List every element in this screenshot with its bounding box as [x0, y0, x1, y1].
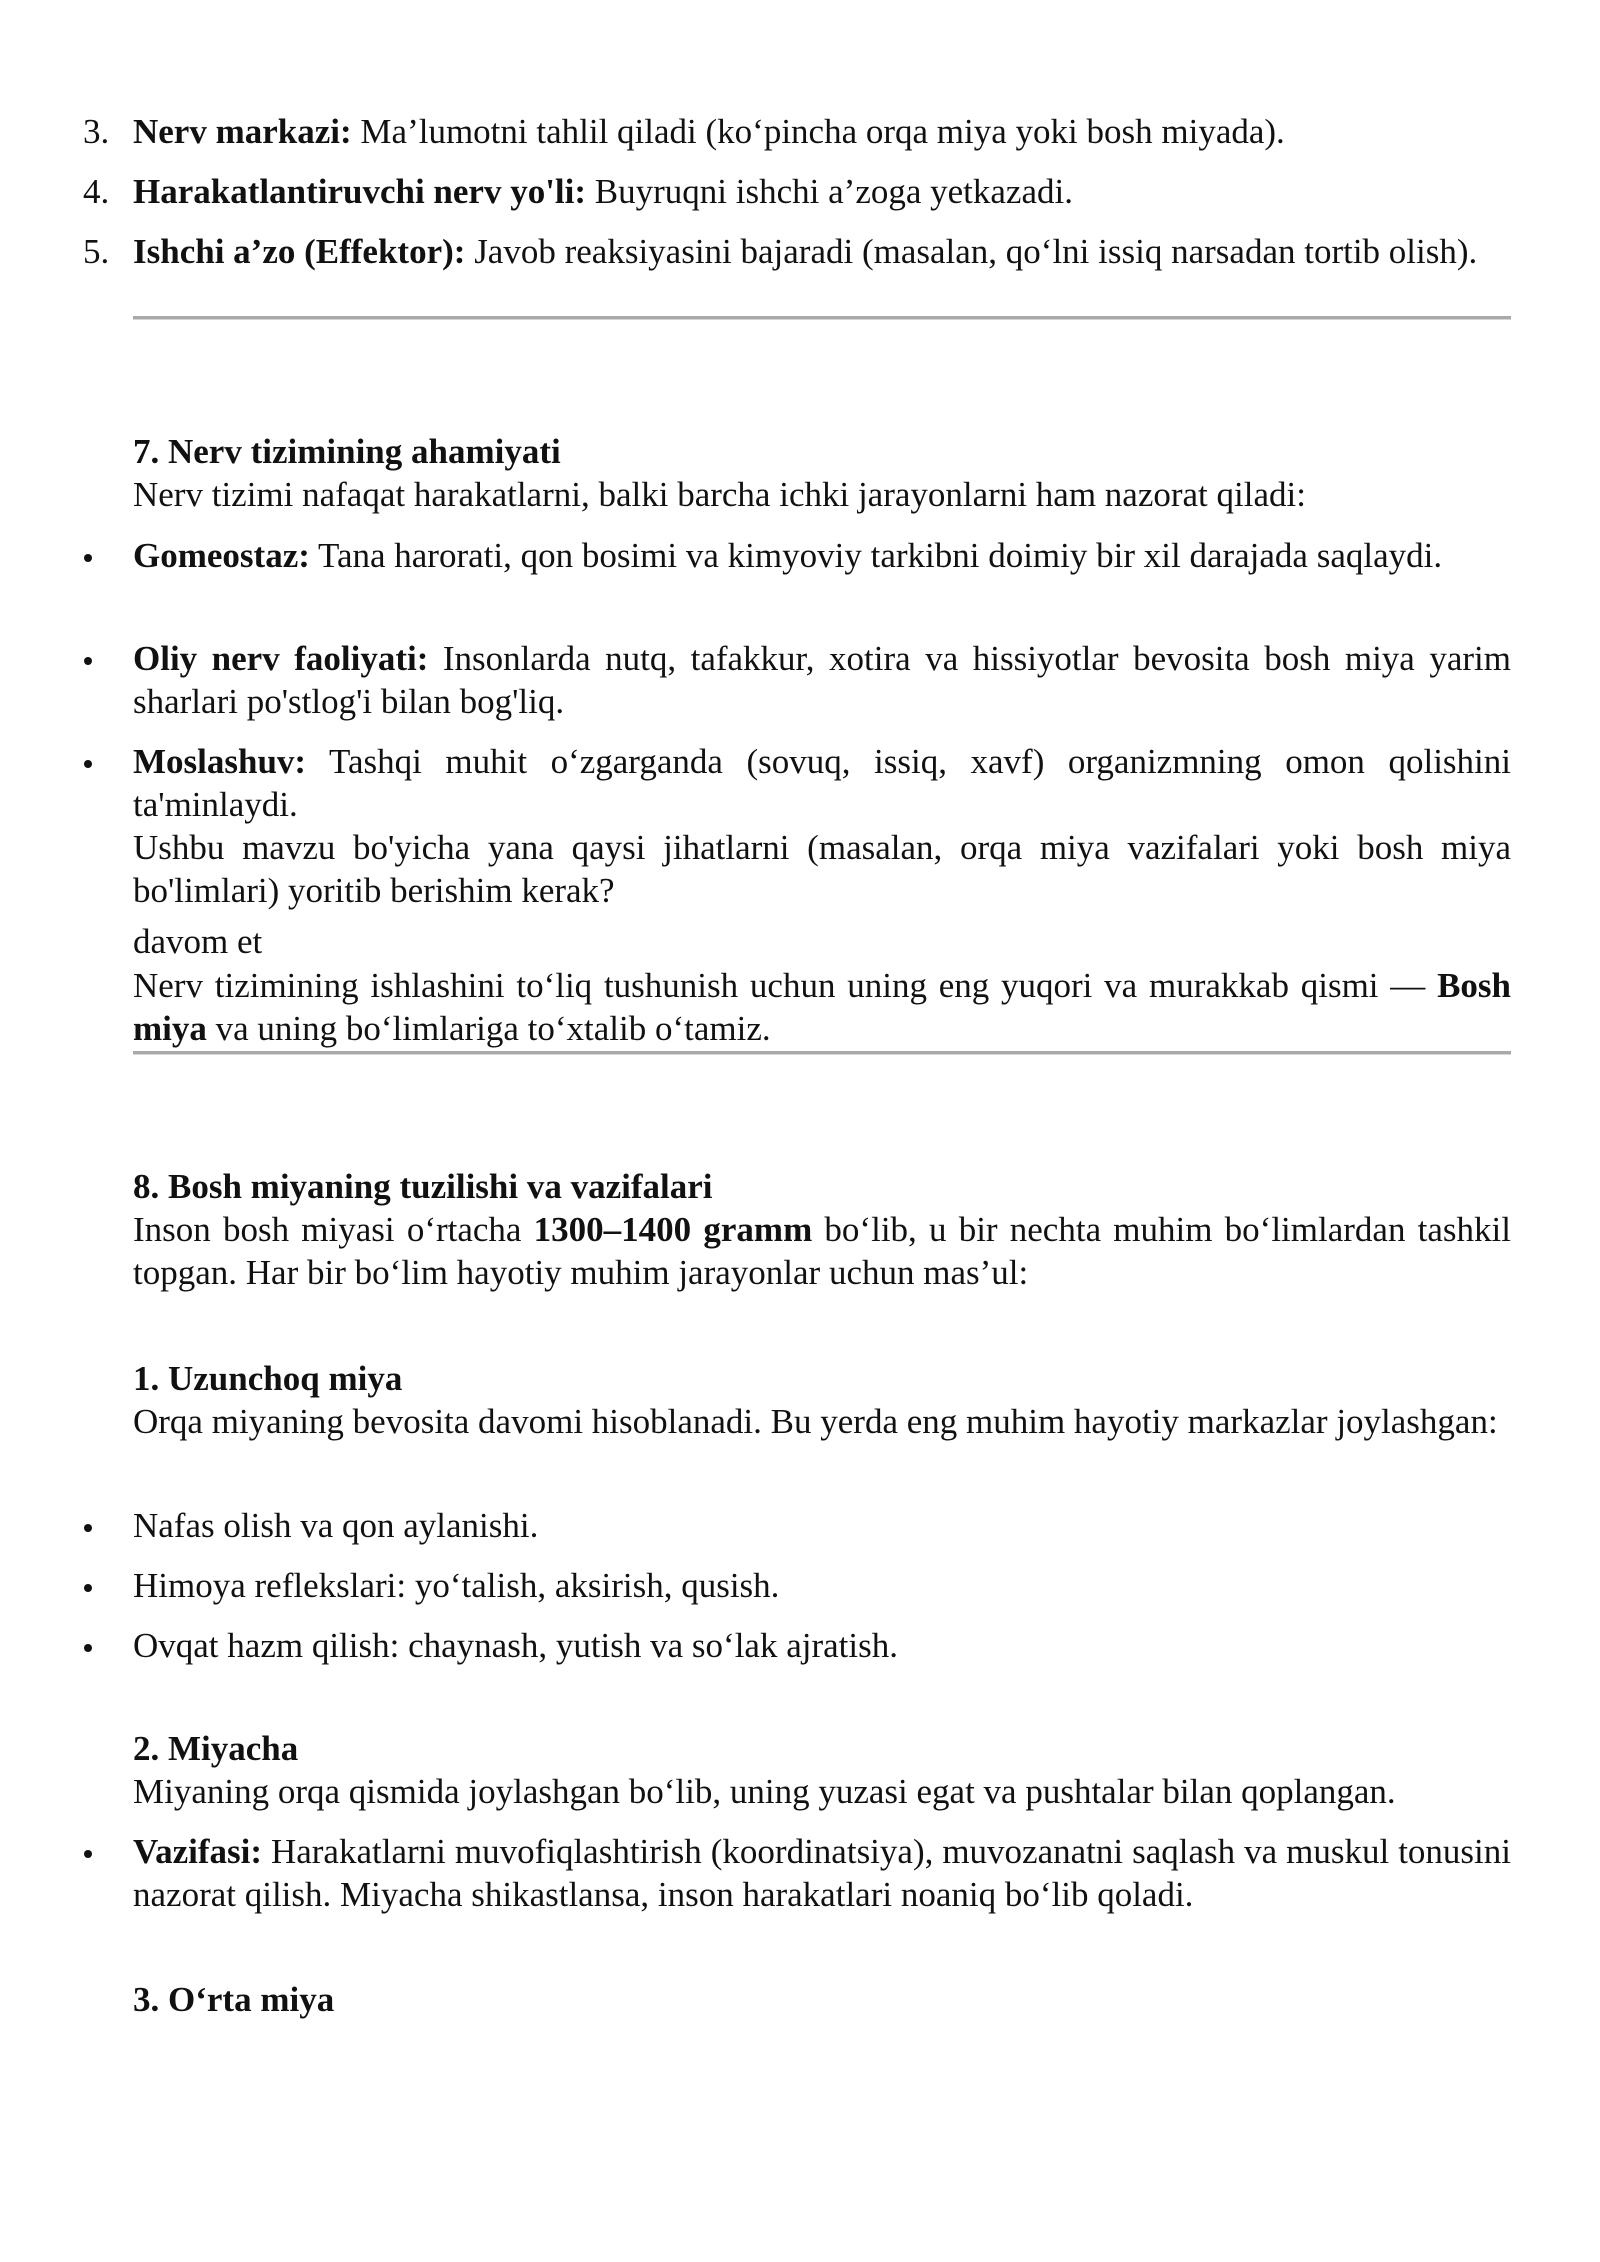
intro-bold: 1300–1400 gramm [533, 1210, 813, 1249]
list-item-text: Tashqi muhit o‘zgarganda (sovuq, issiq, xavf) organizmning omon qolishini ta'minlaydi. [133, 742, 1511, 824]
list-number: 3. [83, 112, 110, 151]
bullet-icon [84, 637, 98, 651]
section-intro [133, 1208, 1511, 1294]
list-item-term: Nerv markazi: [133, 112, 352, 151]
subsection-intro: Orqa miyaning bevosita davomi hisoblanadi. Bu yerda eng muhim hayotiy markazlar joylashgan: [133, 1402, 1498, 1441]
list-item-term: Moslashuv: [133, 742, 307, 781]
bullet-icon [84, 1504, 98, 1518]
intro-text: Inson bosh miyasi o‘rtacha [133, 1210, 534, 1249]
subsection-intro: Miyaning orqa qismida joylashgan bo‘lib, uning yuzasi egat va pushtalar bilan qoplangan. [133, 1772, 1396, 1811]
lead-paragraph [133, 964, 1511, 1050]
list-item-term: Gomeostaz: [133, 536, 310, 575]
list-item [133, 740, 1511, 826]
list-item [133, 637, 1511, 723]
section-heading: 7. Nerv tizimining ahamiyati [133, 432, 561, 471]
list-item: Ovqat hazm qilish: chaynash, yutish va so‘lak ajratish. [133, 1626, 898, 1665]
list-item [133, 534, 1511, 577]
list-item-term: Vazifasi: [133, 1832, 262, 1871]
list-item-text: Insonlarda nutq, tafakkur, xotira va hissiyotlar bevosita bosh miya yarim sharlari po'stlog'i bilan bog'liq. [133, 639, 1511, 721]
lead-tail: va uning bo‘limlariga to‘xtalib o‘tamiz. [206, 1009, 771, 1048]
subsection-heading: 1. Uzunchoq miya [133, 1359, 403, 1398]
list-item-term: Oliy nerv faoliyati: [133, 639, 429, 678]
list-item-term: Harakatlantiruvchi nerv yo'li: [133, 172, 587, 211]
subsection-heading: 2. Miyacha [133, 1729, 299, 1768]
subsection-heading: 3. O‘rta miya [133, 1980, 335, 2019]
list-item [133, 230, 1511, 273]
bullet-icon [84, 534, 98, 548]
lead-text: Nerv tizimining ishlashini to‘liq tushunish uchun uning eng yuqori va murakkab qismi — [133, 966, 1426, 1005]
bullet-icon [84, 740, 98, 754]
list-item-text: Ma’lumotni tahlil qiladi (ko‘pincha orqa miya yoki bosh miyada). [351, 112, 1285, 151]
list-item: Himoya reflekslari: yo‘talish, aksirish, qusish. [133, 1566, 780, 1605]
list-number: 4. [83, 172, 110, 211]
question-text: Ushbu mavzu bo'yicha yana qaysi jihatlarni (masalan, orqa miya vazifalari yoki bosh miya bo'limlari) yoritib berishim kerak? [133, 828, 1511, 910]
list-item-text: Javob reaksiyasini bajaradi (masalan, qo‘lni issiq narsadan tortib olish). [465, 232, 1478, 271]
list-item [133, 170, 1511, 213]
horizontal-divider [133, 316, 1511, 319]
intro-text: bo‘lib, u bir nechta muhim bo‘limlardan tashkil topgan. Har bir bo‘lim hayotiy muhim jarayonlar uchun mas’ul: [133, 1210, 1511, 1292]
list-item-text: Tana harorati, qon bosimi va kimyoviy tarkibni doimiy bir xil darajada saqlaydi. [309, 536, 1443, 575]
list-item: Nafas olish va qon aylanishi. [133, 1506, 539, 1545]
bullet-icon [84, 1624, 98, 1638]
horizontal-divider [133, 1051, 1511, 1054]
lead-bold: Bosh miya [133, 966, 1512, 1048]
bullet-icon [84, 1564, 98, 1578]
section-heading: 8. Bosh miyaning tuzilishi va vazifalari [133, 1167, 713, 1206]
list-item-text: Buyruqni ishchi a’zoga yetkazadi. [586, 172, 1073, 211]
list-item [133, 110, 1511, 153]
list-item [133, 1830, 1511, 1916]
bullet-icon [84, 1830, 98, 1844]
list-item-text: Harakatlarni muvofiqlashtirish (koordinatsiya), muvozanatni saqlash va muskul tonusini nazorat qilish. Miyacha shikastlansa, inson harakatlari noaniq bo‘lib qoladi. [133, 1832, 1511, 1914]
list-item-term: Ishchi a’zo (Effektor): [133, 232, 466, 271]
section-intro: Nerv tizimi nafaqat harakatlarni, balki barcha ichki jarayonlarni ham nazorat qiladi: [133, 475, 1306, 514]
continue-text: davom et [133, 922, 263, 961]
list-number: 5. [83, 232, 110, 271]
